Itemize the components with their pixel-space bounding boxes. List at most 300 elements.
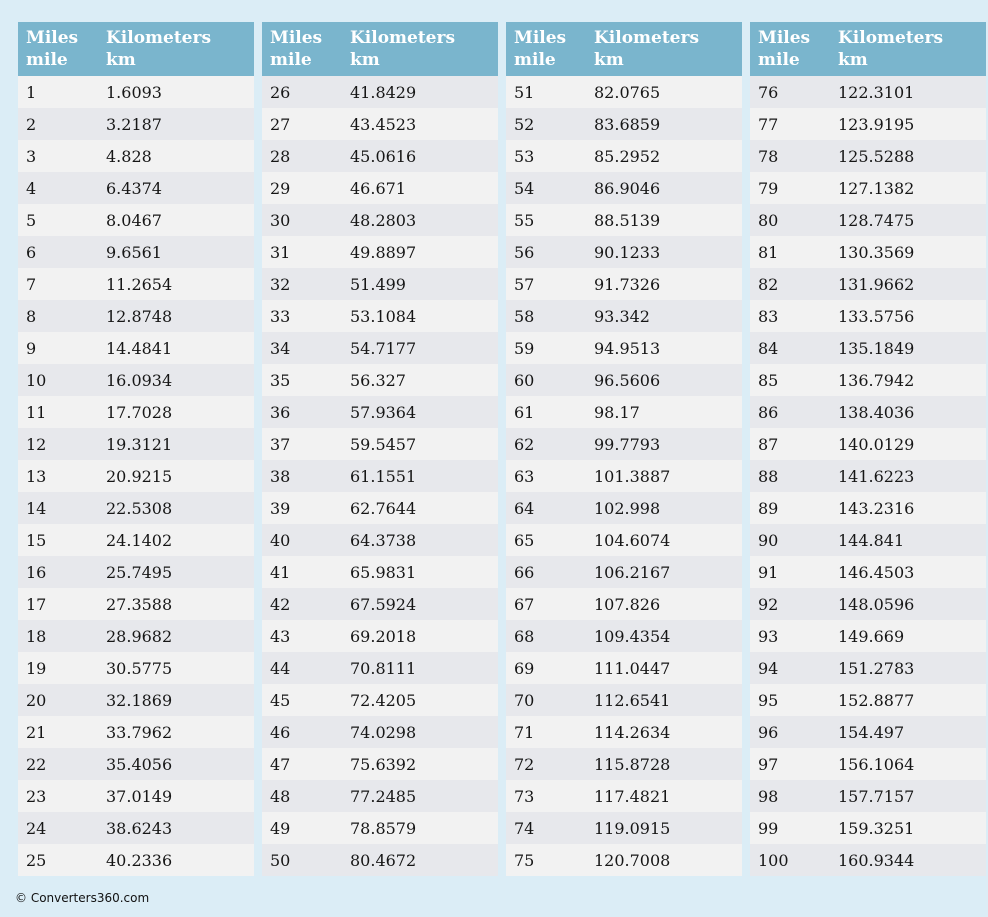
kilometers-value: 120.7008 (594, 850, 671, 870)
table-row (750, 300, 986, 332)
table-row (262, 684, 498, 716)
miles-header-label: Miles (514, 28, 567, 48)
table-row (506, 748, 742, 780)
table-row (506, 140, 742, 172)
table-row (750, 748, 986, 780)
table-row (750, 236, 986, 268)
kilometers-column-header (594, 27, 742, 76)
kilometers-value: 45.0616 (350, 146, 417, 166)
kilometers-value: 11.2654 (106, 274, 173, 294)
table-row (18, 556, 254, 588)
table-row (750, 204, 986, 236)
table-row (18, 140, 254, 172)
table-row (506, 396, 742, 428)
kilometers-header-label: Kilometers (594, 28, 700, 48)
miles-value: 83 (758, 306, 779, 326)
kilometers-value: 65.9831 (350, 562, 417, 582)
kilometers-value: 148.0596 (838, 594, 915, 614)
table-row (262, 204, 498, 236)
miles-value: 19 (26, 658, 47, 678)
miles-value: 47 (270, 754, 291, 774)
table-header (18, 22, 254, 76)
miles-column-header (506, 27, 594, 76)
miles-value: 72 (514, 754, 535, 774)
miles-value: 57 (514, 274, 535, 294)
table-row (506, 780, 742, 812)
miles-value: 65 (514, 530, 535, 550)
table-row (506, 300, 742, 332)
miles-header-unit: mile (514, 50, 556, 70)
kilometers-value: 98.17 (594, 402, 640, 422)
table-row (262, 172, 498, 204)
kilometers-value: 19.3121 (106, 434, 173, 454)
miles-value: 99 (758, 818, 779, 838)
miles-value: 71 (514, 722, 535, 742)
table-row (750, 844, 986, 876)
table-header (750, 22, 986, 76)
table-row (506, 268, 742, 300)
miles-value: 41 (270, 562, 291, 582)
kilometers-value: 96.5606 (594, 370, 661, 390)
kilometers-value: 48.2803 (350, 210, 417, 230)
miles-value: 64 (514, 498, 535, 518)
table-row (506, 556, 742, 588)
kilometers-value: 33.7962 (106, 722, 173, 742)
kilometers-value: 119.0915 (594, 818, 671, 838)
kilometers-value: 90.1233 (594, 242, 661, 262)
kilometers-value: 53.1084 (350, 306, 417, 326)
table-row (506, 652, 742, 684)
table-row (506, 76, 742, 108)
miles-value: 31 (270, 242, 291, 262)
kilometers-value: 135.1849 (838, 338, 915, 358)
table-row (262, 460, 498, 492)
kilometers-value: 61.1551 (350, 466, 417, 486)
table-row (262, 332, 498, 364)
table-row (506, 620, 742, 652)
miles-value: 46 (270, 722, 291, 742)
kilometers-value: 38.6243 (106, 818, 173, 838)
miles-value: 8 (26, 306, 37, 326)
kilometers-value: 114.2634 (594, 722, 671, 742)
kilometers-value: 59.5457 (350, 434, 417, 454)
kilometers-value: 106.2167 (594, 562, 671, 582)
table-row (18, 236, 254, 268)
table-row (262, 556, 498, 588)
table-row (18, 620, 254, 652)
kilometers-value: 91.7326 (594, 274, 661, 294)
miles-value: 45 (270, 690, 291, 710)
miles-value: 84 (758, 338, 779, 358)
kilometers-value: 122.3101 (838, 82, 915, 102)
kilometers-value: 160.9344 (838, 850, 915, 870)
table-row (506, 524, 742, 556)
miles-value: 53 (514, 146, 535, 166)
table-header (262, 22, 498, 76)
kilometers-column-header (106, 27, 254, 76)
table-row (506, 428, 742, 460)
table-row (506, 172, 742, 204)
table-row (750, 76, 986, 108)
kilometers-value: 1.6093 (106, 82, 162, 102)
miles-value: 32 (270, 274, 291, 294)
miles-value: 38 (270, 466, 291, 486)
kilometers-header-label: Kilometers (838, 28, 944, 48)
miles-value: 98 (758, 786, 779, 806)
kilometers-value: 125.5288 (838, 146, 915, 166)
table-row (506, 236, 742, 268)
miles-value: 17 (26, 594, 47, 614)
table-row (18, 812, 254, 844)
miles-value: 60 (514, 370, 535, 390)
table-row (262, 652, 498, 684)
miles-header-unit: mile (270, 50, 312, 70)
miles-value: 79 (758, 178, 779, 198)
miles-value: 96 (758, 722, 779, 742)
kilometers-value: 111.0447 (594, 658, 671, 678)
miles-value: 6 (26, 242, 37, 262)
miles-value: 68 (514, 626, 535, 646)
miles-value: 2 (26, 114, 37, 134)
miles-value: 35 (270, 370, 291, 390)
table-row (18, 492, 254, 524)
miles-value: 4 (26, 178, 37, 198)
miles-value: 93 (758, 626, 779, 646)
kilometers-value: 62.7644 (350, 498, 417, 518)
miles-column-header (18, 27, 106, 76)
miles-value: 13 (26, 466, 47, 486)
miles-value: 95 (758, 690, 779, 710)
miles-value: 1 (26, 82, 37, 102)
table-row (18, 204, 254, 236)
miles-value: 67 (514, 594, 535, 614)
table-row (750, 268, 986, 300)
kilometers-value: 69.2018 (350, 626, 417, 646)
miles-value: 3 (26, 146, 37, 166)
kilometers-value: 30.5775 (106, 658, 173, 678)
kilometers-value: 12.8748 (106, 306, 173, 326)
miles-value: 34 (270, 338, 291, 358)
miles-value: 52 (514, 114, 535, 134)
table-row (750, 780, 986, 812)
kilometers-value: 151.2783 (838, 658, 915, 678)
kilometers-value: 22.5308 (106, 498, 173, 518)
table-row (750, 140, 986, 172)
miles-value: 100 (758, 850, 789, 870)
table-row (262, 524, 498, 556)
kilometers-value: 141.6223 (838, 466, 915, 486)
table-row (18, 748, 254, 780)
miles-value: 33 (270, 306, 291, 326)
kilometers-value: 83.6859 (594, 114, 661, 134)
miles-value: 20 (26, 690, 47, 710)
table-row (18, 588, 254, 620)
miles-value: 70 (514, 690, 535, 710)
miles-value: 30 (270, 210, 291, 230)
table-row (750, 556, 986, 588)
miles-value: 15 (26, 530, 47, 550)
miles-value: 16 (26, 562, 47, 582)
kilometers-value: 117.4821 (594, 786, 671, 806)
kilometers-header-unit: km (838, 50, 868, 70)
miles-value: 42 (270, 594, 291, 614)
miles-value: 87 (758, 434, 779, 454)
kilometers-value: 75.6392 (350, 754, 417, 774)
miles-value: 25 (26, 850, 47, 870)
miles-value: 50 (270, 850, 291, 870)
miles-value: 63 (514, 466, 535, 486)
kilometers-column-header (838, 27, 986, 76)
table-row (750, 652, 986, 684)
table-row (18, 364, 254, 396)
table-row (18, 428, 254, 460)
kilometers-value: 93.342 (594, 306, 650, 326)
kilometers-value: 8.0467 (106, 210, 162, 230)
table-row (750, 524, 986, 556)
miles-value: 88 (758, 466, 779, 486)
conversion-table-26-50 (262, 22, 498, 876)
miles-value: 91 (758, 562, 779, 582)
miles-value: 69 (514, 658, 535, 678)
kilometers-value: 143.2316 (838, 498, 915, 518)
miles-value: 85 (758, 370, 779, 390)
miles-value: 76 (758, 82, 779, 102)
table-row (750, 428, 986, 460)
kilometers-value: 107.826 (594, 594, 661, 614)
kilometers-value: 154.497 (838, 722, 905, 742)
kilometers-value: 82.0765 (594, 82, 661, 102)
miles-value: 92 (758, 594, 779, 614)
kilometers-value: 86.9046 (594, 178, 661, 198)
conversion-table-1-25 (18, 22, 254, 876)
table-row (262, 620, 498, 652)
table-row (18, 108, 254, 140)
miles-header-label: Miles (270, 28, 323, 48)
kilometers-value: 104.6074 (594, 530, 671, 550)
table-row (262, 108, 498, 140)
table-row (262, 844, 498, 876)
table-row (18, 844, 254, 876)
miles-value: 89 (758, 498, 779, 518)
miles-value: 94 (758, 658, 779, 678)
table-row (750, 108, 986, 140)
table-row (506, 588, 742, 620)
table-row (18, 172, 254, 204)
miles-value: 49 (270, 818, 291, 838)
kilometers-value: 57.9364 (350, 402, 417, 422)
kilometers-value: 28.9682 (106, 626, 173, 646)
miles-value: 59 (514, 338, 535, 358)
kilometers-value: 109.4354 (594, 626, 671, 646)
kilometers-column-header (350, 27, 498, 76)
copyright-text: © Converters360.com (15, 891, 150, 905)
kilometers-header-label: Kilometers (350, 28, 456, 48)
kilometers-value: 149.669 (838, 626, 905, 646)
table-row (18, 396, 254, 428)
kilometers-value: 144.841 (838, 530, 905, 550)
miles-value: 97 (758, 754, 779, 774)
kilometers-value: 72.4205 (350, 690, 417, 710)
miles-header-unit: mile (26, 50, 68, 70)
miles-value: 66 (514, 562, 535, 582)
miles-value: 81 (758, 242, 779, 262)
kilometers-value: 156.1064 (838, 754, 915, 774)
miles-value: 14 (26, 498, 47, 518)
kilometers-value: 133.5756 (838, 306, 915, 326)
conversion-table-76-100 (750, 22, 986, 876)
kilometers-value: 6.4374 (106, 178, 162, 198)
miles-value: 22 (26, 754, 47, 774)
table-row (262, 364, 498, 396)
kilometers-value: 67.5924 (350, 594, 417, 614)
miles-column-header (262, 27, 350, 76)
miles-header-label: Miles (758, 28, 811, 48)
table-row (750, 364, 986, 396)
table-row (262, 396, 498, 428)
kilometers-value: 14.4841 (106, 338, 173, 358)
kilometers-value: 51.499 (350, 274, 406, 294)
kilometers-value: 9.6561 (106, 242, 162, 262)
table-row (750, 460, 986, 492)
table-header (506, 22, 742, 76)
kilometers-value: 16.0934 (106, 370, 173, 390)
kilometers-value: 40.2336 (106, 850, 173, 870)
table-row (262, 812, 498, 844)
kilometers-value: 43.4523 (350, 114, 417, 134)
table-row (506, 108, 742, 140)
miles-value: 29 (270, 178, 291, 198)
kilometers-value: 27.3588 (106, 594, 173, 614)
miles-value: 80 (758, 210, 779, 230)
miles-value: 24 (26, 818, 47, 838)
kilometers-value: 35.4056 (106, 754, 173, 774)
miles-value: 58 (514, 306, 535, 326)
kilometers-value: 64.3738 (350, 530, 417, 550)
kilometers-value: 146.4503 (838, 562, 915, 582)
table-row (262, 716, 498, 748)
miles-value: 82 (758, 274, 779, 294)
kilometers-value: 25.7495 (106, 562, 173, 582)
kilometers-value: 74.0298 (350, 722, 417, 742)
table-row (750, 620, 986, 652)
miles-value: 74 (514, 818, 535, 838)
table-row (18, 460, 254, 492)
table-row (18, 652, 254, 684)
miles-value: 40 (270, 530, 291, 550)
miles-value: 90 (758, 530, 779, 550)
miles-value: 10 (26, 370, 47, 390)
miles-value: 48 (270, 786, 291, 806)
table-row (750, 332, 986, 364)
table-row (18, 332, 254, 364)
miles-value: 51 (514, 82, 535, 102)
table-row (18, 684, 254, 716)
table-row (18, 780, 254, 812)
kilometers-value: 140.0129 (838, 434, 915, 454)
miles-value: 11 (26, 402, 47, 422)
kilometers-value: 46.671 (350, 178, 406, 198)
table-row (262, 492, 498, 524)
table-row (750, 172, 986, 204)
table-row (18, 268, 254, 300)
miles-value: 43 (270, 626, 291, 646)
kilometers-value: 78.8579 (350, 818, 417, 838)
conversion-table-51-75 (506, 22, 742, 876)
miles-value: 26 (270, 82, 291, 102)
kilometers-value: 4.828 (106, 146, 152, 166)
miles-header-label: Miles (26, 28, 79, 48)
table-row (18, 524, 254, 556)
kilometers-value: 41.8429 (350, 82, 417, 102)
kilometers-value: 54.7177 (350, 338, 417, 358)
kilometers-value: 157.7157 (838, 786, 915, 806)
kilometers-value: 94.9513 (594, 338, 661, 358)
kilometers-value: 70.8111 (350, 658, 417, 678)
table-row (262, 428, 498, 460)
table-row (750, 492, 986, 524)
table-row (506, 364, 742, 396)
miles-value: 86 (758, 402, 779, 422)
kilometers-value: 88.5139 (594, 210, 661, 230)
kilometers-value: 136.7942 (838, 370, 915, 390)
table-row (262, 300, 498, 332)
miles-value: 75 (514, 850, 535, 870)
table-row (262, 140, 498, 172)
miles-value: 12 (26, 434, 47, 454)
kilometers-header-unit: km (594, 50, 624, 70)
kilometers-value: 115.8728 (594, 754, 671, 774)
table-row (18, 300, 254, 332)
miles-value: 5 (26, 210, 37, 230)
kilometers-value: 102.998 (594, 498, 661, 518)
miles-value: 28 (270, 146, 291, 166)
miles-value: 7 (26, 274, 37, 294)
table-row (506, 204, 742, 236)
kilometers-value: 32.1869 (106, 690, 173, 710)
kilometers-value: 128.7475 (838, 210, 915, 230)
miles-value: 62 (514, 434, 535, 454)
table-row (750, 684, 986, 716)
table-row (262, 588, 498, 620)
kilometers-value: 112.6541 (594, 690, 671, 710)
miles-value: 55 (514, 210, 535, 230)
table-row (262, 236, 498, 268)
miles-value: 21 (26, 722, 47, 742)
table-row (262, 268, 498, 300)
table-row (262, 748, 498, 780)
kilometers-value: 159.3251 (838, 818, 915, 838)
table-row (506, 492, 742, 524)
kilometers-value: 131.9662 (838, 274, 915, 294)
miles-value: 9 (26, 338, 37, 358)
table-row (750, 716, 986, 748)
kilometers-value: 17.7028 (106, 402, 173, 422)
table-row (506, 844, 742, 876)
table-row (506, 684, 742, 716)
table-row (506, 716, 742, 748)
kilometers-value: 101.3887 (594, 466, 671, 486)
table-row (262, 780, 498, 812)
miles-column-header (750, 27, 838, 76)
kilometers-value: 20.9215 (106, 466, 173, 486)
kilometers-header-label: Kilometers (106, 28, 212, 48)
table-row (262, 76, 498, 108)
kilometers-value: 80.4672 (350, 850, 417, 870)
miles-value: 61 (514, 402, 535, 422)
table-row (750, 812, 986, 844)
miles-value: 23 (26, 786, 47, 806)
miles-value: 39 (270, 498, 291, 518)
